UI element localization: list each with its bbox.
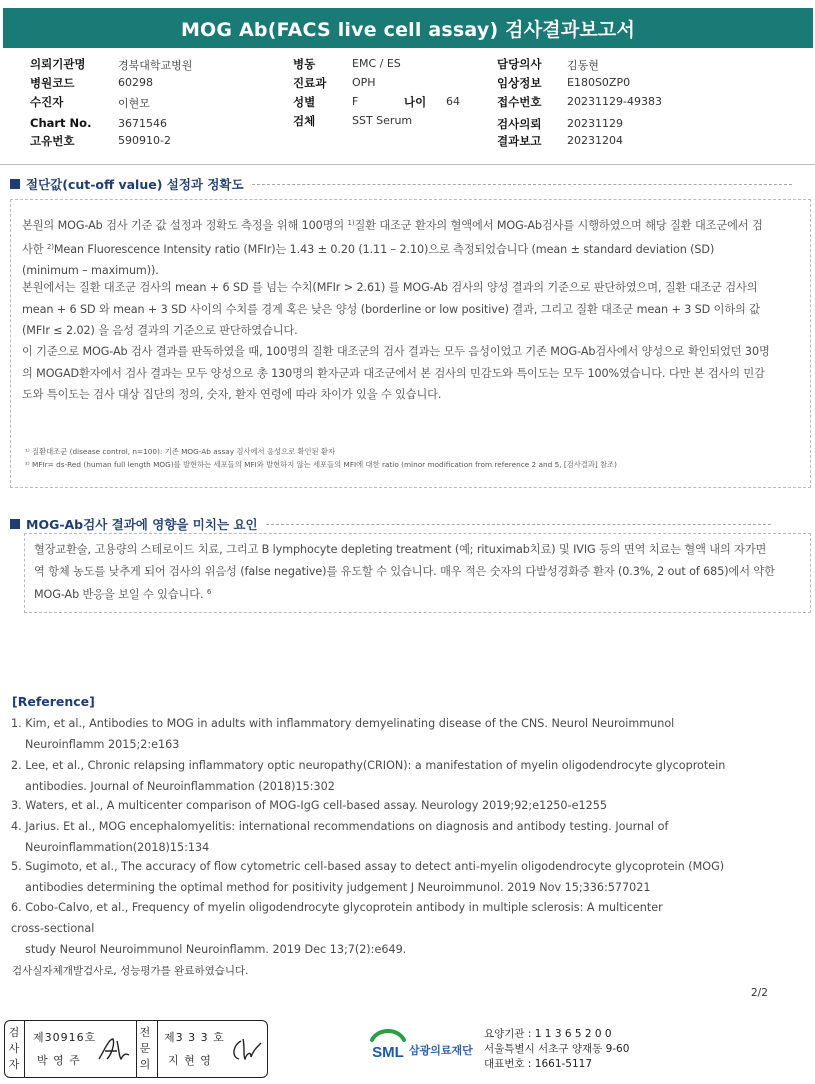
- tester-name: 박 영 주: [37, 1054, 81, 1067]
- reference-item-5: [11, 856, 801, 898]
- signature-box: [4, 1020, 268, 1078]
- info-label-specimen: 검체: [293, 114, 316, 128]
- specialist-name: 지 현 영: [168, 1054, 212, 1067]
- organization-info: [484, 1027, 629, 1072]
- reference-line: study Neurol Neuroimmunol Neuroinflamm. 2019 Dec 13;7(2):e649.: [25, 943, 407, 956]
- reference-line: 2. Lee, et al., Chronic relapsing inflammatory optic neuropathy(CRION): a manifestation of myelin oligodendrocyte glycoprotein: [11, 759, 726, 772]
- reference-line: 6. Cobo-Calvo, et al., Frequency of myelin oligodendrocyte glycoprotein antibody in multiple sclerosis: A multicenter: [11, 901, 663, 914]
- heading-square-icon: [10, 179, 20, 189]
- tester-label: [8, 1025, 20, 1073]
- cutoff-paragraph-1: [22, 213, 770, 282]
- reference-line: antibodies determining the optimal method for positivity judgement J Neuroimmunol. 2019 Nov 15;336:577021: [25, 881, 651, 894]
- footnote-ref-1: 1): [347, 219, 355, 227]
- info-label-department: 진료과: [293, 76, 327, 90]
- report-title-bar: [3, 8, 813, 48]
- reference-line: 4. Jarius. Et al., MOG encephalomyelitis: international recommendations on diagnosis and antibody testing. Journal of: [11, 820, 669, 833]
- patient-info: [0, 56, 815, 152]
- reference-line: antibodies. Journal of Neuroinflammation (2018)15:302: [25, 780, 335, 793]
- report-title: MOG Ab(FACS live cell assay) 검사결과보고서: [180, 18, 636, 41]
- info-label-age: 나이: [404, 95, 427, 109]
- divider: [0, 164, 815, 165]
- reference-line: 1. Kim, et al., Antibodies to MOG in adults with inflammatory demyelinating disease of the CNS. Neurol Neuroimmunol: [11, 717, 675, 730]
- divider: [136, 1021, 137, 1077]
- info-label-ward: 병동: [293, 57, 316, 71]
- organization-name: 삼광의료재단: [409, 1044, 473, 1057]
- section-heading-text: MOG-Ab검사 결과에 영향을 미치는 요인: [26, 517, 258, 532]
- info-value-patient: 이현모: [118, 97, 150, 110]
- p1-text-a: 본원의 MOG-Ab 검사 기준 값 설정과 정확도 측정을 위해 100명의: [22, 219, 348, 232]
- reference-line: 5. Sugimoto, et al., The accuracy of flow cytometric cell-based assay to detect anti-myelin oligodendrocyte glycoprotein (MOG): [11, 860, 725, 873]
- specialist-label: [139, 1025, 151, 1073]
- info-label-sex: 성별: [293, 95, 316, 109]
- info-value-specimen: SST Serum: [352, 114, 413, 127]
- heading-dash-line: [266, 524, 771, 525]
- sml-logo-icon: [366, 1026, 410, 1062]
- p1-text-b: 질환 대조군 환자의 혈액에서 MOG-Ab검사를 시행하였으며 해당 질환 대조군에서 검사한: [22, 219, 763, 256]
- organization-address: 서울특별시 서초구 양재동 9-60: [484, 1043, 630, 1055]
- info-label-clinical-info: 임상정보: [497, 76, 542, 90]
- info-value-report-date: 20231204: [567, 134, 623, 147]
- info-value-receipt-no: 20231129-49383: [567, 95, 662, 108]
- specialist-label-text: 전문의: [139, 1026, 151, 1071]
- specialist-signature-icon: [227, 1035, 263, 1065]
- info-value-clinical-info: E180S0ZP0: [567, 76, 631, 89]
- cutoff-paragraph-3: 이 기준으로 MOG-Ab 검사 결과를 판독하였을 때, 100명의 질환 대조군의 검사 결과는 모두 음성이었고 기존 MOG-Ab검사에서 양성으로 확인되었던 30명의 MOGAD환자에서 검사 결과는 모두 양성으로 총 130명의 환자군과 대조군에서 본 검사의 민감도와 특이도는 모두 100%였습니다. 다만 본 검사의 민감도와 특이도는 검사 대상 집단의 정의, 숫자, 환자 연령에 따라 차이가 있을 수 있습니다.: [22, 345, 770, 401]
- reference-item-6: [11, 897, 801, 960]
- info-value-institution: 경북대학교병원: [118, 59, 193, 72]
- heading-dash-line: [252, 184, 792, 185]
- info-label-request-date: 검사의뢰: [497, 117, 542, 131]
- divider: [157, 1021, 158, 1077]
- info-value-request-date: 20231129: [567, 117, 623, 130]
- info-value-chart-no: 3671546: [118, 117, 167, 130]
- info-value-ward: EMC / ES: [352, 57, 401, 70]
- cutoff-paragraph-2: 본원에서는 질환 대조군 검사의 mean + 6 SD 를 넘는 수치(MFIr > 2.61) 를 MOG-Ab 검사의 양성 결과의 기준으로 판단하였으며, 질환 대조군 검사의 mean + 6 SD 와 mean + 3 SD 사이의 수치를 경계 혹은 낮은 양성 (borderline or low positive) 결과, 그리고 질환 대조군 mean + 3 SD 이하의 값 (MFIr ≤ 2.02) 을 음성 결과의 기준으로 판단하였습니다.: [22, 281, 760, 337]
- reference-title: [Reference]: [12, 694, 95, 709]
- reference-item-3: [11, 795, 801, 816]
- reference-line: cross-sectional: [11, 922, 95, 935]
- logo-text: SML: [372, 1044, 404, 1061]
- info-label-institution: 의뢰기관명: [30, 57, 86, 71]
- info-value-hospital-code: 60298: [118, 76, 153, 89]
- info-value-doctor: 김동현: [567, 59, 599, 72]
- section-heading-factors: [10, 515, 771, 533]
- info-label-chart-no: Chart No.: [30, 116, 92, 130]
- divider: [24, 1021, 25, 1077]
- factors-text: 혈장교환술, 고용량의 스테로이드 치료, 그리고 B lymphocyte depleting treatment (예; rituximab치료) 및 IVIG 등의 면역 치료는 혈액 내의 자가면역 항체 농도를 낮추게 되어 검사의 위음성 (false negative)를 유도할 수 있습니다. 매우 적은 숫자의 다발성경화증 환자 (0.3%, 2 out of 685)에서 약한 MOG-Ab 반응을 보일 수 있습니다.: [34, 543, 775, 601]
- organization-code: 요양기관 : 1 1 3 6 5 2 0 0: [484, 1028, 612, 1040]
- info-label-report-date: 결과보고: [497, 134, 542, 148]
- info-label-doctor: 담당의사: [497, 57, 542, 71]
- info-label-unique-no: 고유번호: [30, 134, 75, 148]
- info-value-age: 64: [446, 95, 460, 108]
- footnote-2: ²⁾ MFIr= ds-Red (human full length MOG)를 발현하는 세포들의 MFI와 발현하지 않는 세포들의 MFI에 대한 ratio (minor modification from reference 2 and 5, [검사결과] 참조): [25, 460, 618, 469]
- p1-text-c: Mean Fluorescence Intensity ratio (MFIr)는 1.43 ± 0.20 (1.11 – 2.10)으로 측정되었습니다 (mean ± standard deviation (SD) (minimum – maximum)).: [22, 242, 715, 277]
- reference-line: Neuroinflammation(2018)15:134: [25, 841, 210, 854]
- section-heading-text: 절단값(cut-off value) 설정과 정확도: [26, 177, 244, 192]
- page-number: 2/2: [751, 987, 768, 999]
- reference-line: 3. Waters, et al., A multicenter comparison of MOG-IgG cell-based assay. Neurology 2019;92;e1250-e1255: [11, 799, 607, 812]
- factors-paragraph: [34, 539, 776, 606]
- reference-item-1: [11, 713, 801, 755]
- specialist-license: 제3 3 3 호: [164, 1031, 225, 1044]
- reference-ref-6: 6: [206, 588, 212, 596]
- info-value-department: OPH: [352, 76, 376, 89]
- footnote-1: ¹⁾ 질환대조군 (disease control, n=100): 기존 MOG-Ab assay 검사에서 음성으로 확인된 환자: [25, 447, 336, 456]
- info-label-patient: 수진자: [30, 95, 64, 109]
- reference-item-4: [11, 816, 801, 858]
- tester-signature-icon: [95, 1035, 131, 1065]
- heading-square-icon: [10, 519, 20, 529]
- validation-note: 검사실자체개발검사로, 성능평가를 완료하였습니다.: [12, 965, 249, 977]
- info-label-receipt-no: 접수번호: [497, 95, 542, 109]
- info-value-sex: F: [352, 95, 359, 108]
- organization-phone: 대표번호 : 1661-5117: [484, 1058, 593, 1070]
- tester-label-text: 검사자: [8, 1026, 20, 1071]
- reference-item-2: [11, 755, 801, 797]
- info-value-unique-no: 590910-2: [118, 134, 171, 147]
- reference-line: Neuroinflamm 2015;2:e163: [25, 738, 180, 751]
- tester-license: 제30916호: [33, 1031, 97, 1044]
- footnote-ref-2: 2): [46, 242, 54, 251]
- info-label-hospital-code: 병원코드: [30, 76, 75, 90]
- section-heading-cutoff: [10, 175, 792, 193]
